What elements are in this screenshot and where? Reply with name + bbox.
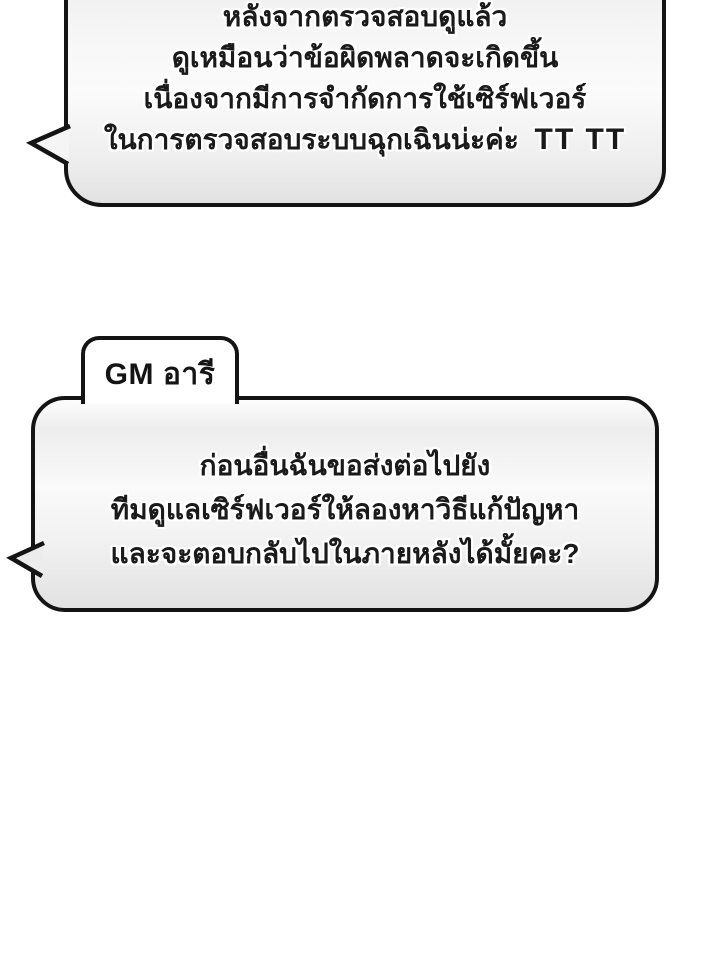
speaker-name-tag <box>81 336 239 404</box>
dialogue-line <box>64 119 666 160</box>
dialogue-text: ในการตรวจสอบระบบฉุกเฉินน่ะค่ะ <box>103 124 519 155</box>
dialogue-line: และจะตอบกลับไปในภายหลังได้มั้ยคะ? <box>110 538 580 569</box>
dialogue-line: หลังจากตรวจสอบดูแล้ว <box>222 1 508 32</box>
dialogue-line: เนื่องจากมีการจำกัดการใช้เซิร์ฟเวอร์ <box>143 83 587 114</box>
speaker-name: GM อารี <box>104 357 216 391</box>
speech-bubble-bottom-text <box>31 444 659 576</box>
crying-emoticon: TT TT <box>534 123 627 156</box>
dialogue-line: ก่อนอื่นฉันขอส่งต่อไปยัง <box>199 450 491 481</box>
dialogue-line: ดูเหมือนว่าข้อผิดพลาดจะเกิดขึ้น <box>171 42 559 73</box>
speech-bubble-top-text <box>64 0 666 160</box>
dialogue-line: ทีมดูแลเซิร์ฟเวอร์ให้ลองหาวิธีแก้ปัญหา <box>110 494 580 525</box>
